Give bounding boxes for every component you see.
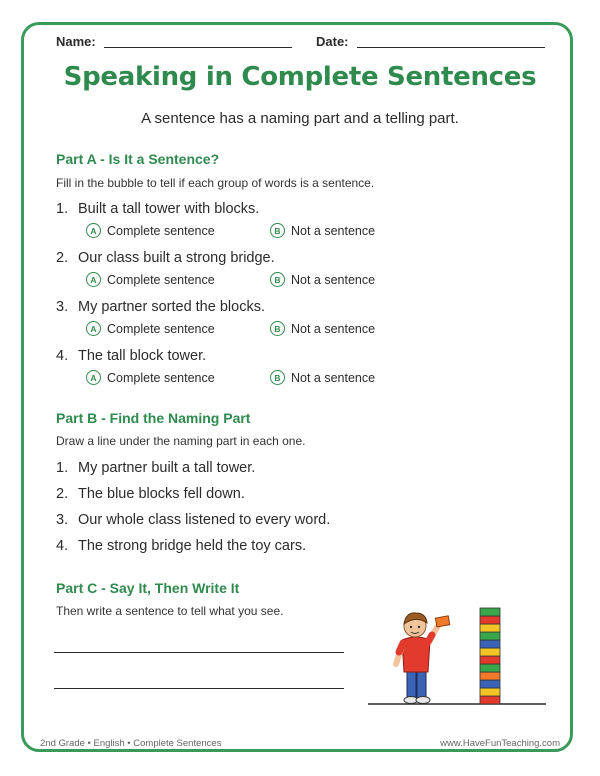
part-b-heading: Part B - Find the Naming Part — [56, 410, 251, 426]
part-a-heading: Part A - Is It a Sentence? — [56, 151, 220, 167]
footer-website: www.HaveFunTeaching.com — [440, 738, 560, 749]
date-field[interactable] — [357, 47, 545, 48]
writing-line-2[interactable] — [54, 688, 344, 689]
part-b-item-1: 1. My partner built a tall tower. — [56, 460, 256, 476]
option-not-3[interactable]: B Not a sentence — [270, 321, 375, 336]
option-complete-2[interactable]: A Complete sentence — [86, 272, 215, 287]
part-b-instruction: Draw a line under the naming part in each one. — [56, 434, 306, 448]
part-b-item-4: 4. The strong bridge held the toy cars. — [56, 538, 307, 554]
part-a-item-2: 2. Our class built a strong bridge. — [56, 250, 275, 266]
boy-illustration — [396, 613, 450, 704]
bubble-a-icon[interactable]: A — [86, 321, 101, 336]
bubble-b-icon[interactable]: B — [270, 370, 285, 385]
bubble-a-icon[interactable]: A — [86, 272, 101, 287]
option-complete-3[interactable]: A Complete sentence — [86, 321, 215, 336]
bubble-b-icon[interactable]: B — [270, 321, 285, 336]
option-complete-1[interactable]: A Complete sentence — [86, 223, 215, 238]
part-a-instruction: Fill in the bubble to tell if each group of words is a sentence. — [56, 176, 375, 190]
page-subtitle: A sentence has a naming part and a telling part. — [141, 110, 459, 127]
part-a-item-1: 1. Built a tall tower with blocks. — [56, 201, 260, 217]
name-label: Name: — [56, 34, 96, 49]
bubble-b-icon[interactable]: B — [270, 272, 285, 287]
part-a-item-4: 4. The tall block tower. — [56, 348, 207, 364]
bubble-a-icon[interactable]: A — [86, 223, 101, 238]
option-complete-4[interactable]: A Complete sentence — [86, 370, 215, 385]
option-not-1[interactable]: B Not a sentence — [270, 223, 375, 238]
part-b-item-2: 2. The blue blocks fell down. — [56, 486, 245, 502]
writing-line-1[interactable] — [54, 652, 344, 653]
boy-block-tower-illustration — [362, 600, 552, 712]
name-field[interactable] — [104, 47, 292, 48]
bubble-a-icon[interactable]: A — [86, 370, 101, 385]
option-not-4[interactable]: B Not a sentence — [270, 370, 375, 385]
part-a-item-3: 3. My partner sorted the blocks. — [56, 299, 265, 315]
bubble-b-icon[interactable]: B — [270, 223, 285, 238]
option-not-2[interactable]: B Not a sentence — [270, 272, 375, 287]
part-c-instruction: Then write a sentence to tell what you see. — [56, 604, 284, 618]
footer-breadcrumb: 2nd Grade • English • Complete Sentences — [40, 738, 222, 749]
part-b-item-3: 3. Our whole class listened to every word. — [56, 512, 331, 528]
part-c-heading: Part C - Say It, Then Write It — [56, 580, 240, 596]
page-title: Speaking in Complete Sentences — [63, 62, 537, 92]
date-label: Date: — [316, 34, 349, 49]
block-tower-illustration — [480, 608, 500, 704]
